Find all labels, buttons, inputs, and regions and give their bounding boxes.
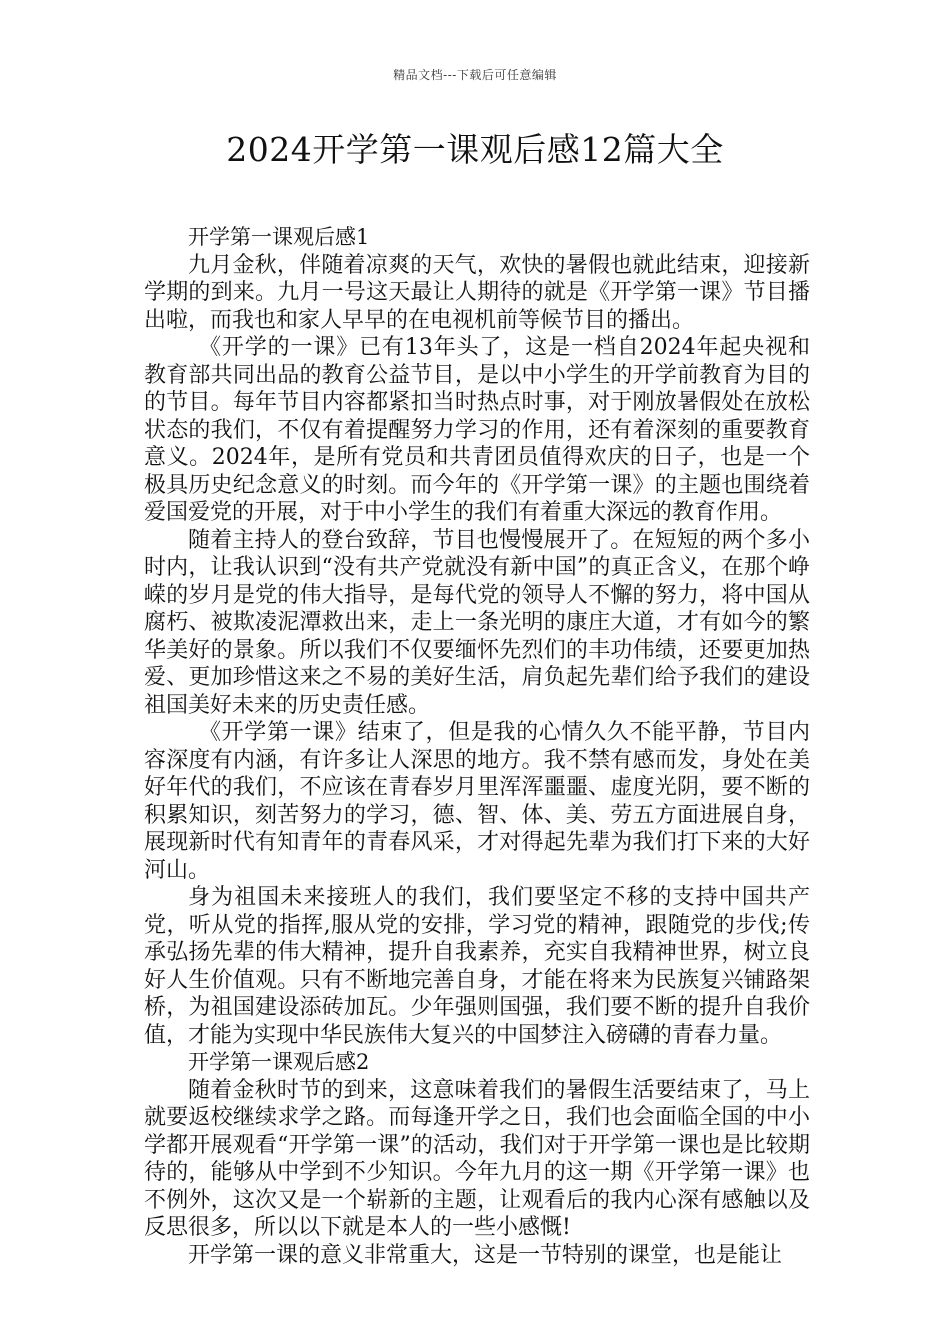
- header-note: 精品文档---下载后可任意编辑: [393, 68, 557, 82]
- paragraph: 随着金秋时节的到来，这意味着我们的暑假生活要结束了，马上就要返校继续求学之路。而每逢开学之日，我们也会面临全国的中小学都开展观看“开学第一课”的活动，我们对于开学第一课也是比较期待的，能够从中学到不少知识。今年九月的这一期《开学第一课》也不例外，这次又是一个崭新的主题，让观看后的我内心深有感触以及反思很多，所以以下就是本人的一些小感慨!: [144, 1077, 810, 1240]
- paragraph: 九月金秋，伴随着凉爽的天气，欢快的暑假也就此结束，迎接新学期的到来。九月一号这天最让人期待的就是《开学第一课》节目播出啦，而我也和家人早早的在电视机前等候节目的播出。: [144, 252, 810, 333]
- paragraph: 身为祖国未来接班人的我们，我们要坚定不移的支持中国共产党，听从党的指挥,服从党的安排，学习党的精神，跟随党的步伐;传承弘扬先辈的伟大精神，提升自我素养，充实自我精神世界，树立良好人生价值观。只有不断地完善自身，才能在将来为民族复兴铺路架桥，为祖国建设添砖加瓦。少年强则国强，我们要不断的提升自我价值，才能为实现中华民族伟大复兴的中国梦注入磅礴的青春力量。: [144, 885, 810, 1048]
- section-heading: 开学第一课观后感2: [188, 1050, 370, 1074]
- paragraph: 开学第一课的意义非常重大，这是一节特别的课堂，也是能让: [188, 1242, 783, 1268]
- paragraph: 《开学的一课》已有13年头了，这是一档自2024年起央视和教育部共同出品的教育公益节目，是以中小学生的开学前教育为目的的节目。每年节目内容都紧扣当时热点时事，对于刚放暑假处在放松状态的我们，不仅有着提醒努力学习的作用，还有着深刻的重要教育意义。2024年，是所有党员和共青团员值得欢庆的日子，也是一个极具历史纪念意义的时刻。而今年的《开学第一课》的主题也围绕着爱国爱党的开展，对于中小学生的我们有着重大深远的教育作用。: [144, 335, 810, 525]
- paragraph: 随着主持人的登台致辞，节目也慢慢展开了。在短短的两个多小时内，让我认识到“没有共产党就没有新中国”的真正含义，在那个峥嵘的岁月是党的伟大指导，是每代党的领导人不懈的努力，将中国从腐朽、被欺凌泥潭救出来，走上一条光明的康庄大道，才有如今的繁华美好的景象。所以我们不仅要缅怀先烈们的丰功伟绩，还要更加热爱、更加珍惜这来之不易的美好生活，肩负起先辈们给予我们的建设祖国美好未来的历史责任感。: [144, 527, 810, 718]
- paragraph: 《开学第一课》结束了，但是我的心情久久不能平静，节目内容深度有内涵，有许多让人深思的地方。我不禁有感而发，身处在美好年代的我们，不应该在青春岁月里浑浑噩噩、虚度光阴，要不断的积累知识，刻苦努力的学习，德、智、体、美、劳五方面进展自身，展现新时代有知青年的青春风采，才对得起先辈为我们打下来的大好河山。: [144, 720, 810, 883]
- section-heading: 开学第一课观后感1: [188, 225, 370, 249]
- document-title: 2024开学第一课观后感12篇大全: [226, 130, 724, 169]
- document-body: [144, 224, 810, 1269]
